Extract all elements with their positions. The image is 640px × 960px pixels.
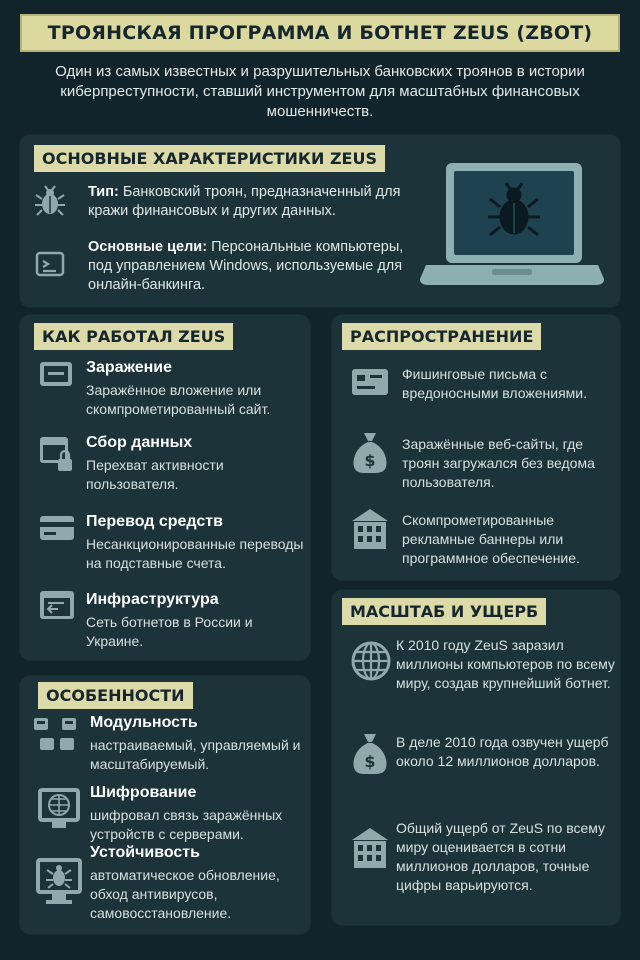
infection-heading: Заражение: [86, 359, 173, 376]
type-text: [88, 183, 428, 221]
scale-case-text: В деле 2010 года озвучен ущерб около 12 миллионов долларов.: [396, 734, 609, 769]
terminal-icon: [34, 249, 66, 281]
spread-websites-text: Заражённые веб-сайты, где троян загружался без ведома пользователя.: [402, 436, 595, 490]
scale-infected-text: К 2010 году ZeuS заразил миллионы компьютеров по всему миру, создав крупнейший ботнет.: [396, 637, 615, 691]
modules-icon: [32, 714, 80, 756]
resilience-heading: Устойчивость: [90, 844, 200, 861]
money-bag-icon: [350, 429, 390, 475]
targets-label: Основные цели:: [88, 239, 208, 255]
monitor-icon: [38, 359, 74, 393]
svg-text:$: $: [364, 451, 376, 470]
infrastructure-heading: Инфраструктура: [86, 591, 219, 608]
spread-phishing-text: Фишинговые письма с вредоносными вложениями.: [402, 366, 587, 401]
characteristics-title: ОСНОВНЫЕ ХАРАКТЕРИСТИКИ ZEUS: [34, 145, 385, 172]
money-bag-icon: [350, 730, 390, 776]
modularity-heading: Модульность: [90, 714, 198, 731]
how-it-worked-title: КАК РАБОТАЛ ZEUS: [34, 323, 233, 350]
building-icon: [350, 507, 390, 551]
bug-icon: [32, 183, 68, 219]
page-title: ТРОЯНСКАЯ ПРОГРАММА И БОТНЕТ ZEUS (ZBOT): [20, 14, 620, 52]
card-icon: [350, 367, 390, 397]
infection-text: Заражённое вложение или скомпрометированный сайт.: [86, 382, 271, 417]
credit-card-icon: [38, 513, 76, 543]
characteristics-panel: [20, 135, 620, 307]
transfer-heading: Перевод средств: [86, 513, 223, 530]
spread-banners-text: Скомпрометированные рекламные баннеры или программное обеспечение.: [402, 512, 580, 566]
how-it-worked-panel: [20, 315, 310, 660]
svg-text:$: $: [364, 752, 376, 771]
data-collection-heading: Сбор данных: [86, 434, 193, 451]
network-window-icon: [38, 589, 76, 623]
page-subtitle: Один из самых известных и разрушительных банковских троянов в истории киберпреступности, ставший инструментом для масштабных финансовых мошенничеств.: [55, 63, 585, 120]
modularity-text: настраиваемый, управляемый и масштабируемый.: [90, 737, 301, 772]
resilience-text: автоматическое обновление, обход антивирусов, самовосстановление.: [90, 867, 280, 921]
building-icon: [350, 826, 390, 870]
scale-title: МАСШТАБ И УЩЕРБ: [342, 598, 546, 625]
transfer-text: Несанкционированные переводы на подставные счета.: [86, 536, 304, 571]
targets-value: Персональные компьютеры, под управлением Windows, используемые для онлайн-банкинга.: [88, 239, 404, 293]
lock-window-icon: [38, 435, 74, 475]
globe-monitor-icon: [36, 786, 82, 830]
spread-panel: [332, 315, 620, 580]
encryption-text: шифровал связь заражённых устройств с серверами.: [90, 807, 283, 842]
laptop-bug-icon: [420, 157, 604, 289]
spread-title: РАСПРОСТРАНЕНИЕ: [342, 323, 541, 350]
targets-text: [88, 238, 418, 295]
features-title: ОСОБЕННОСТИ: [38, 682, 193, 709]
scale-panel: [332, 590, 620, 925]
globe-icon: [350, 640, 392, 682]
data-collection-text: Перехват активности пользователя.: [86, 457, 224, 492]
type-value: Банковский троян, предназначенный для кражи финансовых и других данных.: [88, 184, 401, 219]
scale-total-damage-text: Общий ущерб от ZeuS по всему миру оценивается в сотни миллионов долларов, точные цифры варьируются.: [396, 820, 606, 893]
bug-monitor-icon: [32, 856, 86, 908]
features-panel: [20, 676, 310, 934]
type-label: Тип:: [88, 184, 119, 200]
encryption-heading: Шифрование: [90, 784, 197, 801]
infrastructure-text: Сеть ботнетов в России и Украине.: [86, 614, 253, 649]
